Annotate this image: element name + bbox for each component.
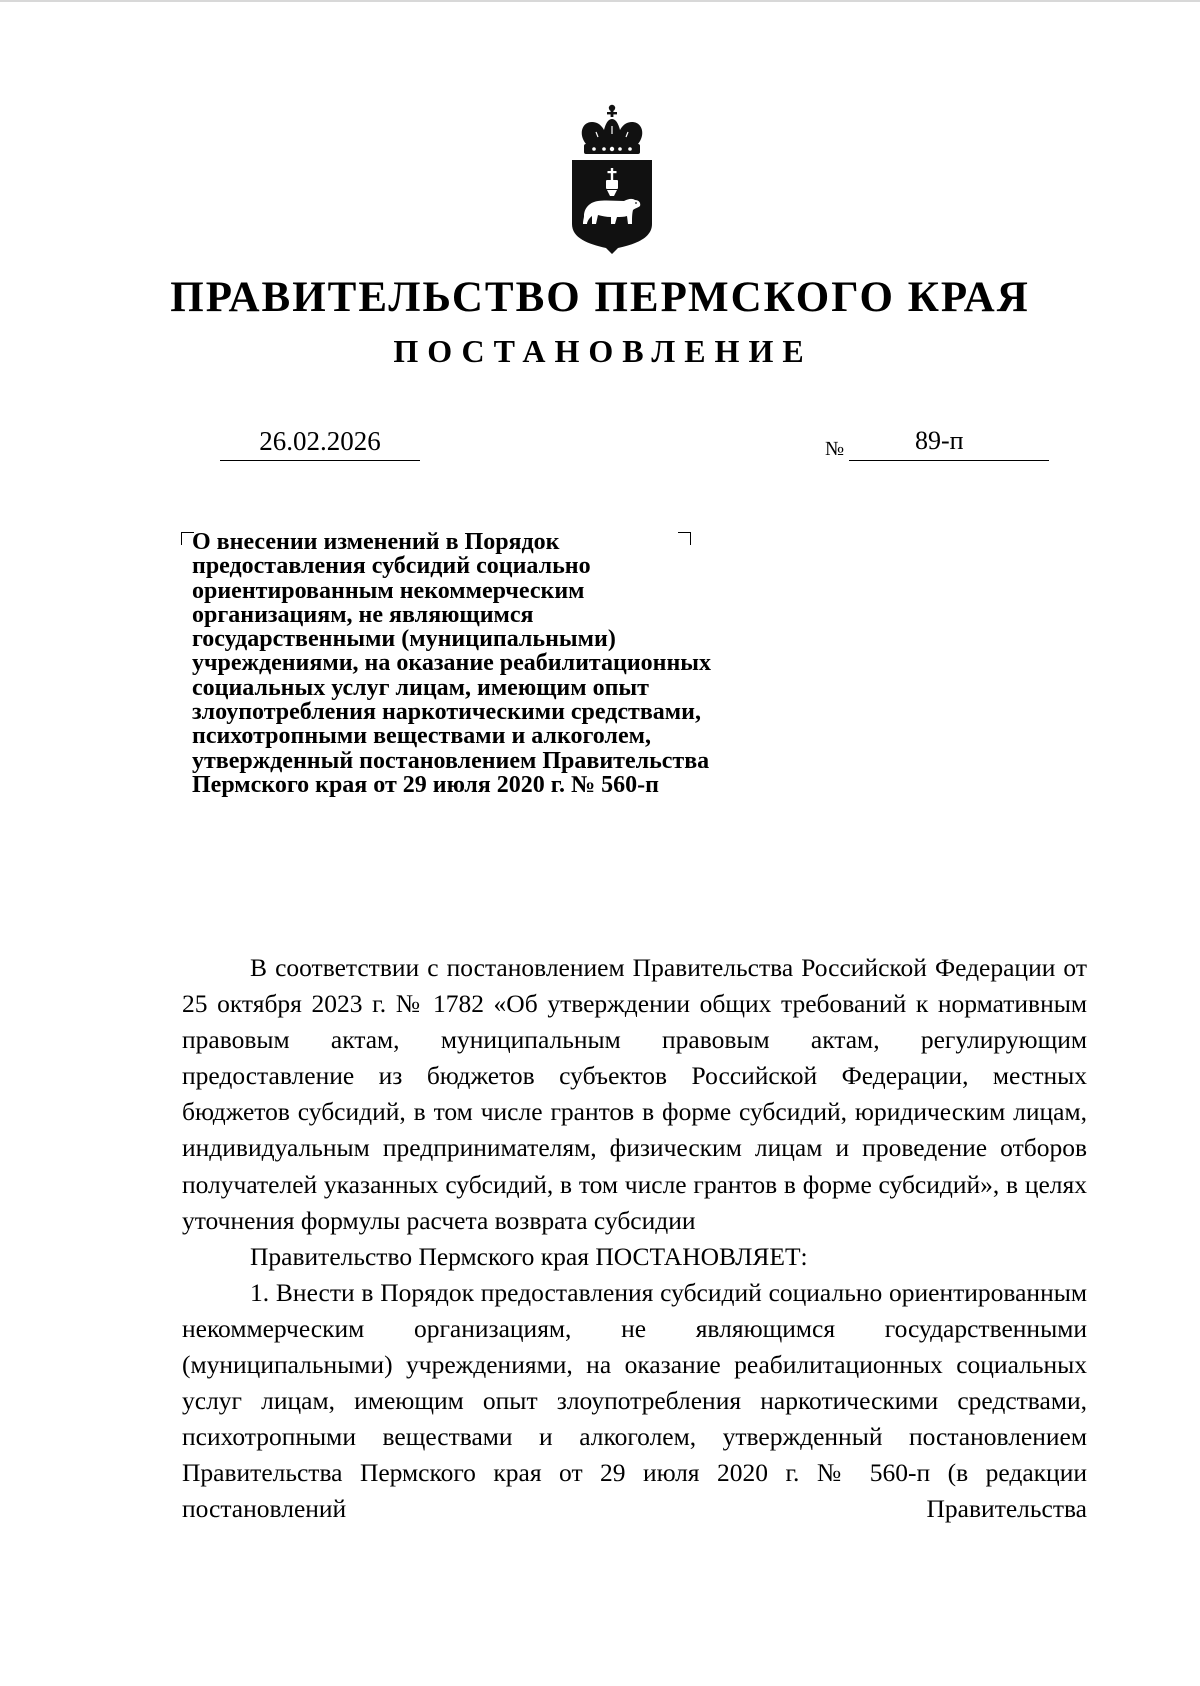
government-title: ПРАВИТЕЛЬСТВО ПЕРМСКОГО КРАЯ xyxy=(170,274,1030,321)
preamble-paragraph: В соответствии с постановлением Правительства Российской Федерации от 25 октября 2023 г. № 1782 «Об утверждении общих требований к нормативным правовым актам, муниципальным правовым актам, регулирующим предоставление из бюджетов субъектов Российской Федерации, местных бюджетов субсидий, в том числе грантов в форме субсидий, юридическим лицам, индивидуальным предпринимателям, физическим лицам и проведение отборов получателей указанных субсидий, в том числе грантов в форме субсидий», в целях уточнения формулы расчета возврата субсидии xyxy=(182,953,1087,1235)
document-subject: О внесении изменений в Порядок предоставления субсидий социально ориентированным некоммерческим организациям, не являющимся государственными (муниципальными) учреждениями, на оказание реабилитационных социальных услуг лицам, имеющим опыт злоупотребления наркотическими средствами, психотропными веществами и алкоголем, утвержденный постановлением Правительства Пермского края от 29 июля 2020 г. № 560-п xyxy=(192,529,712,798)
document-number: 89-п xyxy=(849,424,1049,461)
page-edge-line xyxy=(0,0,1200,2)
decree-paragraph: Правительство Пермского края ПОСТАНОВЛЯЕТ: xyxy=(250,1241,808,1271)
document-date: 26.02.2026 xyxy=(220,424,420,461)
item-1-paragraph: 1. Внести в Порядок предоставления субсидий социально ориентированным некоммерческим организациям, не являющимся государственными (муниципальными) учреждениями, на оказание реабилитационных социальных услуг лицам, имеющим опыт злоупотребления наркотическими средствами, психотропными веществами и алкоголем, утвержденный постановлением Правительства Пермского края от 29 июля 2020 г. № 560-п (в редакции постановлений Правительства xyxy=(182,1277,1087,1524)
number-sign: № xyxy=(825,438,845,460)
coat-of-arms-icon xyxy=(562,104,662,256)
document-type: ПОСТАНОВЛЕНИЕ xyxy=(393,333,813,369)
document-body xyxy=(182,950,1087,1528)
